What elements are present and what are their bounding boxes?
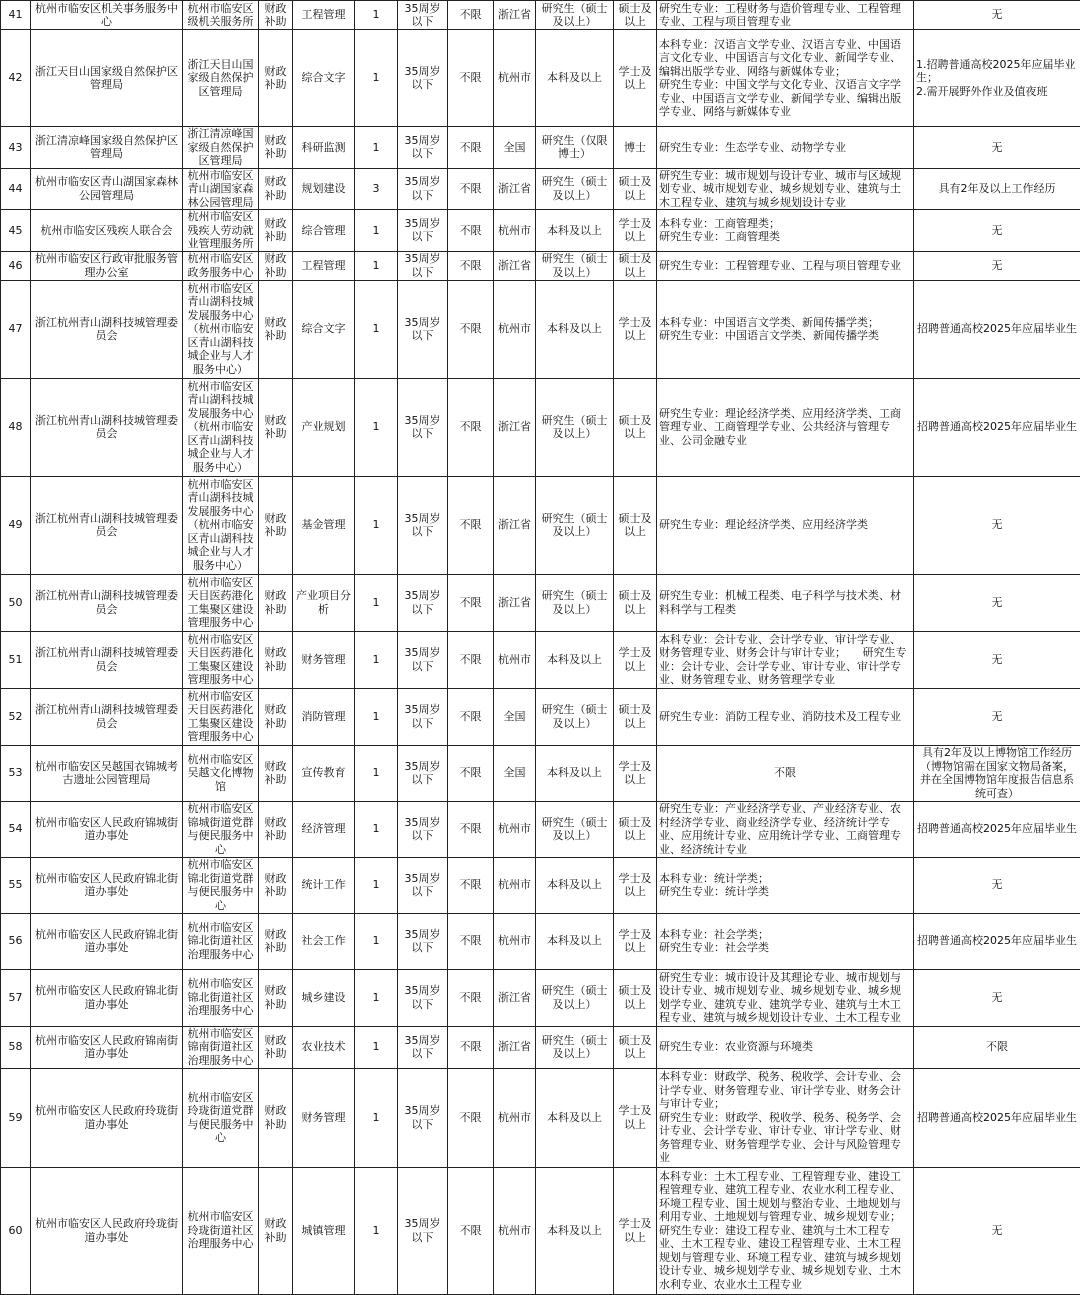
education-requirement-cell: 研究生（硕士及以上） — [536, 378, 614, 476]
remark-cell: 招聘普通高校2025年应届毕业生 — [914, 913, 1080, 969]
row-number: 58 — [1, 1026, 31, 1068]
funding-type-cell: 财政补助 — [259, 168, 293, 210]
domicile-requirement-cell: 浙江省 — [494, 476, 536, 574]
hiring-unit-cell: 杭州市临安区锦南街道社区治理服务中心 — [183, 1026, 259, 1068]
department-cell: 浙江杭州青山湖科技城管理委员会 — [31, 688, 183, 745]
remark-cell: 不限 — [914, 1026, 1080, 1068]
degree-requirement-cell: 学士及以上 — [614, 913, 657, 969]
table-row — [1, 574, 1080, 631]
degree-requirement-cell: 学士及以上 — [614, 745, 657, 801]
funding-type-cell: 财政补助 — [259, 857, 293, 913]
domicile-requirement-cell: 浙江省 — [494, 969, 536, 1026]
department-cell: 杭州市临安区人民政府锦北街道办事处 — [31, 913, 183, 969]
table-row — [1, 745, 1080, 801]
funding-type-cell: 财政补助 — [259, 1026, 293, 1068]
table-row — [1, 801, 1080, 857]
headcount-cell: 1 — [355, 688, 398, 745]
major-requirement-cell: 本科专业：财政学、税务、税收学、会计专业、会计学专业、财务管理专业、审计学专业、财务会计与审计专业； 研究生专业：财政学、税收学、税务、税务学、会计专业、会计学专业、审计专业、审计学专业、财务管理专业、财务管理学专业、会计与风险管理专业 — [657, 1068, 914, 1167]
major-requirement-cell: 本科专业：统计学类； 研究生专业：统计学类 — [657, 857, 914, 913]
major-requirement-cell: 研究生专业：城市设计及其理论专业、城市规划与设计专业、城市规划专业、城乡规划专业、城乡规划学专业、建筑专业、建筑学专业、建筑与土木工程专业、建筑与城乡规划设计专业、土木工程专业 — [657, 969, 914, 1026]
age-requirement-cell: 35周岁以下 — [398, 251, 448, 280]
domicile-requirement-cell: 浙江省 — [494, 168, 536, 210]
position-name-cell: 财务管理 — [293, 631, 355, 688]
domicile-requirement-cell: 浙江省 — [494, 574, 536, 631]
department-cell: 浙江杭州青山湖科技城管理委员会 — [31, 476, 183, 574]
domicile-requirement-cell: 浙江省 — [494, 1026, 536, 1068]
department-cell: 杭州市临安区人民政府锦北街道办事处 — [31, 857, 183, 913]
remark-cell: 无 — [914, 574, 1080, 631]
hiring-unit-cell: 杭州市临安区级机关服务所 — [183, 1, 259, 30]
position-name-cell: 农业技术 — [293, 1026, 355, 1068]
major-requirement-cell: 本科专业：土木工程专业、工程管理专业、建设工程管理专业、建筑工程专业、农业水利工程专业、环境工程专业、国土规划与整治专业、土地规划与利用专业、土地规划与管理专业、城乡规划专业； 研究生专业：建设工程专业、建筑与土木工程专业、土木工程专业、建设工程管理专业、土木工程规划与管理专业、环境工程专业、建筑与城乡规划设计专业、城乡规划学专业、城乡规划专业、土木水利专业、农业水土工程专业 — [657, 1167, 914, 1294]
degree-requirement-cell: 学士及以上 — [614, 1068, 657, 1167]
hiring-unit-cell: 杭州市临安区天目医药港化工集聚区建设管理服务中心 — [183, 688, 259, 745]
age-requirement-cell: 35周岁以下 — [398, 30, 448, 127]
position-name-cell: 科研监测 — [293, 127, 355, 169]
row-number: 60 — [1, 1167, 31, 1294]
table-row — [1, 913, 1080, 969]
age-requirement-cell: 35周岁以下 — [398, 1167, 448, 1294]
age-requirement-cell: 35周岁以下 — [398, 378, 448, 476]
hiring-unit-cell: 杭州市临安区锦北街道党群与便民服务中心 — [183, 857, 259, 913]
funding-type-cell: 财政补助 — [259, 127, 293, 169]
headcount-cell: 1 — [355, 574, 398, 631]
education-requirement-cell: 本科及以上 — [536, 1068, 614, 1167]
remark-cell: 无 — [914, 127, 1080, 169]
major-requirement-cell: 研究生专业：农业资源与环境类 — [657, 1026, 914, 1068]
table-row — [1, 1167, 1080, 1294]
degree-requirement-cell: 硕士及以上 — [614, 969, 657, 1026]
row-number: 46 — [1, 251, 31, 280]
table-row — [1, 127, 1080, 169]
row-number: 44 — [1, 168, 31, 210]
domicile-requirement-cell: 全国 — [494, 745, 536, 801]
remark-cell: 无 — [914, 1, 1080, 30]
department-cell: 浙江清凉峰国家级自然保护区管理局 — [31, 127, 183, 169]
hiring-unit-cell: 浙江天目山国家级自然保护区管理局 — [183, 30, 259, 127]
domicile-requirement-cell: 杭州市 — [494, 1068, 536, 1167]
degree-requirement-cell: 硕士及以上 — [614, 168, 657, 210]
headcount-cell: 3 — [355, 168, 398, 210]
row-number: 41 — [1, 1, 31, 30]
major-requirement-cell: 研究生专业：消防工程专业、消防技术及工程专业 — [657, 688, 914, 745]
hiring-unit-cell: 杭州市临安区玲珑街道社区治理服务中心 — [183, 1167, 259, 1294]
department-cell: 浙江杭州青山湖科技城管理委员会 — [31, 574, 183, 631]
education-requirement-cell: 本科及以上 — [536, 1167, 614, 1294]
degree-requirement-cell: 博士 — [614, 127, 657, 169]
degree-requirement-cell: 学士及以上 — [614, 857, 657, 913]
domicile-requirement-cell: 杭州市 — [494, 913, 536, 969]
gender-requirement-cell: 不限 — [448, 913, 494, 969]
education-requirement-cell: 本科及以上 — [536, 857, 614, 913]
funding-type-cell: 财政补助 — [259, 210, 293, 252]
age-requirement-cell: 35周岁以下 — [398, 631, 448, 688]
hiring-unit-cell: 杭州市临安区玲珑街道党群与便民服务中心 — [183, 1068, 259, 1167]
department-cell: 杭州市临安区行政审批服务管理办公室 — [31, 251, 183, 280]
department-cell: 杭州市临安区人民政府锦南街道办事处 — [31, 1026, 183, 1068]
funding-type-cell: 财政补助 — [259, 30, 293, 127]
table-row — [1, 688, 1080, 745]
education-requirement-cell: 研究生（硕士及以上） — [536, 251, 614, 280]
headcount-cell: 1 — [355, 913, 398, 969]
headcount-cell: 1 — [355, 1167, 398, 1294]
headcount-cell: 1 — [355, 476, 398, 574]
gender-requirement-cell: 不限 — [448, 280, 494, 378]
major-requirement-cell: 本科专业：工商管理类； 研究生专业：工商管理类 — [657, 210, 914, 252]
department-cell: 浙江杭州青山湖科技城管理委员会 — [31, 378, 183, 476]
position-name-cell: 城镇管理 — [293, 1167, 355, 1294]
remark-cell: 无 — [914, 476, 1080, 574]
gender-requirement-cell: 不限 — [448, 210, 494, 252]
table-row — [1, 1, 1080, 30]
age-requirement-cell: 35周岁以下 — [398, 745, 448, 801]
domicile-requirement-cell: 浙江省 — [494, 1, 536, 30]
education-requirement-cell: 研究生（硕士及以上） — [536, 688, 614, 745]
headcount-cell: 1 — [355, 280, 398, 378]
gender-requirement-cell: 不限 — [448, 1, 494, 30]
funding-type-cell: 财政补助 — [259, 631, 293, 688]
row-number: 43 — [1, 127, 31, 169]
table-row — [1, 631, 1080, 688]
education-requirement-cell: 研究生（硕士及以上） — [536, 1026, 614, 1068]
degree-requirement-cell: 硕士及以上 — [614, 801, 657, 857]
position-name-cell: 工程管理 — [293, 251, 355, 280]
funding-type-cell: 财政补助 — [259, 688, 293, 745]
education-requirement-cell: 本科及以上 — [536, 745, 614, 801]
domicile-requirement-cell: 浙江省 — [494, 378, 536, 476]
department-cell: 浙江杭州青山湖科技城管理委员会 — [31, 280, 183, 378]
gender-requirement-cell: 不限 — [448, 969, 494, 1026]
degree-requirement-cell: 学士及以上 — [614, 280, 657, 378]
position-name-cell: 统计工作 — [293, 857, 355, 913]
position-name-cell: 基金管理 — [293, 476, 355, 574]
age-requirement-cell: 35周岁以下 — [398, 280, 448, 378]
major-requirement-cell: 研究生专业：理论经济学类、应用经济学类、工商管理专业、工商管理学专业、公共经济与管理专业、公司金融专业 — [657, 378, 914, 476]
major-requirement-cell: 研究生专业：机械工程类、电子科学与技术类、材料科学与工程类 — [657, 574, 914, 631]
table-row — [1, 969, 1080, 1026]
department-cell: 杭州市临安区机关事务服务中心 — [31, 1, 183, 30]
gender-requirement-cell: 不限 — [448, 745, 494, 801]
domicile-requirement-cell: 杭州市 — [494, 1167, 536, 1294]
age-requirement-cell: 35周岁以下 — [398, 688, 448, 745]
position-name-cell: 经济管理 — [293, 801, 355, 857]
domicile-requirement-cell: 杭州市 — [494, 30, 536, 127]
education-requirement-cell: 本科及以上 — [536, 631, 614, 688]
age-requirement-cell: 35周岁以下 — [398, 1068, 448, 1167]
row-number: 55 — [1, 857, 31, 913]
position-name-cell: 产业规划 — [293, 378, 355, 476]
degree-requirement-cell: 硕士及以上 — [614, 251, 657, 280]
age-requirement-cell: 35周岁以下 — [398, 857, 448, 913]
headcount-cell: 1 — [355, 1, 398, 30]
gender-requirement-cell: 不限 — [448, 30, 494, 127]
domicile-requirement-cell: 杭州市 — [494, 210, 536, 252]
headcount-cell: 1 — [355, 30, 398, 127]
major-requirement-cell: 研究生专业：工程财务与造价管理专业、工程管理专业、工程与项目管理专业 — [657, 1, 914, 30]
table-body — [1, 1, 1080, 1295]
position-name-cell: 财务管理 — [293, 1068, 355, 1167]
major-requirement-cell: 研究生专业：工程管理专业、工程与项目管理专业 — [657, 251, 914, 280]
remark-cell: 无 — [914, 969, 1080, 1026]
age-requirement-cell: 35周岁以下 — [398, 574, 448, 631]
domicile-requirement-cell: 全国 — [494, 127, 536, 169]
position-name-cell: 规划建设 — [293, 168, 355, 210]
row-number: 57 — [1, 969, 31, 1026]
education-requirement-cell: 本科及以上 — [536, 280, 614, 378]
headcount-cell: 1 — [355, 745, 398, 801]
age-requirement-cell: 35周岁以下 — [398, 127, 448, 169]
age-requirement-cell: 35周岁以下 — [398, 913, 448, 969]
major-requirement-cell: 不限 — [657, 745, 914, 801]
headcount-cell: 1 — [355, 969, 398, 1026]
major-requirement-cell: 本科专业：社会学类； 研究生专业：社会学类 — [657, 913, 914, 969]
hiring-unit-cell: 杭州市临安区天目医药港化工集聚区建设管理服务中心 — [183, 631, 259, 688]
education-requirement-cell: 研究生（硕士及以上） — [536, 168, 614, 210]
funding-type-cell: 财政补助 — [259, 745, 293, 801]
table-row — [1, 857, 1080, 913]
hiring-unit-cell: 杭州市临安区青山湖科技城发展服务中心（杭州市临安区青山湖科技城企业与人才服务中心） — [183, 476, 259, 574]
funding-type-cell: 财政补助 — [259, 280, 293, 378]
degree-requirement-cell: 学士及以上 — [614, 1167, 657, 1294]
domicile-requirement-cell: 杭州市 — [494, 857, 536, 913]
degree-requirement-cell: 硕士及以上 — [614, 1, 657, 30]
department-cell: 杭州市临安区吴越国衣锦城考古遗址公园管理局 — [31, 745, 183, 801]
age-requirement-cell: 35周岁以下 — [398, 476, 448, 574]
table-row — [1, 210, 1080, 252]
hiring-unit-cell: 杭州市临安区残疾人劳动就业管理服务所 — [183, 210, 259, 252]
funding-type-cell: 财政补助 — [259, 1167, 293, 1294]
position-name-cell: 工程管理 — [293, 1, 355, 30]
hiring-unit-cell: 杭州市临安区吴越文化博物馆 — [183, 745, 259, 801]
age-requirement-cell: 35周岁以下 — [398, 168, 448, 210]
hiring-unit-cell: 杭州市临安区青山湖科技城发展服务中心（杭州市临安区青山湖科技城企业与人才服务中心） — [183, 378, 259, 476]
department-cell: 杭州市临安区人民政府锦城街道办事处 — [31, 801, 183, 857]
department-cell: 杭州市临安区青山湖国家森林公园管理局 — [31, 168, 183, 210]
funding-type-cell: 财政补助 — [259, 574, 293, 631]
gender-requirement-cell: 不限 — [448, 1026, 494, 1068]
major-requirement-cell: 研究生专业：生态学专业、动物学专业 — [657, 127, 914, 169]
remark-cell: 无 — [914, 1167, 1080, 1294]
department-cell: 杭州市临安区人民政府玲珑街道办事处 — [31, 1167, 183, 1294]
position-name-cell: 综合文字 — [293, 280, 355, 378]
position-name-cell: 社会工作 — [293, 913, 355, 969]
degree-requirement-cell: 硕士及以上 — [614, 378, 657, 476]
row-number: 51 — [1, 631, 31, 688]
degree-requirement-cell: 硕士及以上 — [614, 688, 657, 745]
gender-requirement-cell: 不限 — [448, 688, 494, 745]
funding-type-cell: 财政补助 — [259, 801, 293, 857]
funding-type-cell: 财政补助 — [259, 1, 293, 30]
row-number: 47 — [1, 280, 31, 378]
age-requirement-cell: 35周岁以下 — [398, 969, 448, 1026]
education-requirement-cell: 研究生（硕士及以上） — [536, 801, 614, 857]
remark-cell: 具有2年及以上博物馆工作经历（博物馆需在国家文物局备案，并在全国博物馆年度报告信息系统可查） — [914, 745, 1080, 801]
degree-requirement-cell: 硕士及以上 — [614, 476, 657, 574]
hiring-unit-cell: 杭州市临安区青山湖科技城发展服务中心（杭州市临安区青山湖科技城企业与人才服务中心） — [183, 280, 259, 378]
funding-type-cell: 财政补助 — [259, 1068, 293, 1167]
hiring-unit-cell: 杭州市临安区天目医药港化工集聚区建设管理服务中心 — [183, 574, 259, 631]
funding-type-cell: 财政补助 — [259, 378, 293, 476]
age-requirement-cell: 35周岁以下 — [398, 1, 448, 30]
hiring-unit-cell: 杭州市临安区政务服务中心 — [183, 251, 259, 280]
gender-requirement-cell: 不限 — [448, 127, 494, 169]
gender-requirement-cell: 不限 — [448, 476, 494, 574]
remark-cell: 1.招聘普通高校2025年应届毕业生； 2.需开展野外作业及值夜班 — [914, 30, 1080, 127]
age-requirement-cell: 35周岁以下 — [398, 1026, 448, 1068]
position-name-cell: 综合管理 — [293, 210, 355, 252]
funding-type-cell: 财政补助 — [259, 969, 293, 1026]
headcount-cell: 1 — [355, 210, 398, 252]
education-requirement-cell: 研究生（硕士及以上） — [536, 1, 614, 30]
funding-type-cell: 财政补助 — [259, 251, 293, 280]
table-row — [1, 30, 1080, 127]
gender-requirement-cell: 不限 — [448, 251, 494, 280]
position-name-cell: 消防管理 — [293, 688, 355, 745]
table-row — [1, 1026, 1080, 1068]
row-number: 50 — [1, 574, 31, 631]
domicile-requirement-cell: 全国 — [494, 688, 536, 745]
hiring-unit-cell: 浙江清凉峰国家级自然保护区管理局 — [183, 127, 259, 169]
position-name-cell: 产业项目分析 — [293, 574, 355, 631]
hiring-unit-cell: 杭州市临安区锦城街道党群与便民服务中心 — [183, 801, 259, 857]
remark-cell: 招聘普通高校2025年应届毕业生 — [914, 280, 1080, 378]
headcount-cell: 1 — [355, 378, 398, 476]
headcount-cell: 1 — [355, 857, 398, 913]
row-number: 56 — [1, 913, 31, 969]
age-requirement-cell: 35周岁以下 — [398, 210, 448, 252]
major-requirement-cell: 研究生专业：城市规划与设计专业、城市与区域规划专业、城市规划专业、城乡规划专业、建筑与土木工程专业、建筑与城乡规划设计专业 — [657, 168, 914, 210]
domicile-requirement-cell: 杭州市 — [494, 801, 536, 857]
major-requirement-cell: 本科专业：中国语言文学类、新闻传播学类； 研究生专业：中国语言文学类、新闻传播学类 — [657, 280, 914, 378]
education-requirement-cell: 研究生（仅限博士） — [536, 127, 614, 169]
gender-requirement-cell: 不限 — [448, 631, 494, 688]
headcount-cell: 1 — [355, 631, 398, 688]
gender-requirement-cell: 不限 — [448, 378, 494, 476]
table-row — [1, 168, 1080, 210]
education-requirement-cell: 本科及以上 — [536, 210, 614, 252]
headcount-cell: 1 — [355, 127, 398, 169]
gender-requirement-cell: 不限 — [448, 857, 494, 913]
row-number: 49 — [1, 476, 31, 574]
hiring-unit-cell: 杭州市临安区锦北街道社区治理服务中心 — [183, 913, 259, 969]
table-row — [1, 280, 1080, 378]
department-cell: 浙江杭州青山湖科技城管理委员会 — [31, 631, 183, 688]
headcount-cell: 1 — [355, 801, 398, 857]
row-number: 59 — [1, 1068, 31, 1167]
department-cell: 浙江天目山国家级自然保护区管理局 — [31, 30, 183, 127]
row-number: 45 — [1, 210, 31, 252]
education-requirement-cell: 研究生（硕士及以上） — [536, 476, 614, 574]
remark-cell: 无 — [914, 631, 1080, 688]
row-number: 52 — [1, 688, 31, 745]
remark-cell: 无 — [914, 210, 1080, 252]
degree-requirement-cell: 硕士及以上 — [614, 1026, 657, 1068]
gender-requirement-cell: 不限 — [448, 574, 494, 631]
education-requirement-cell: 研究生（硕士及以上） — [536, 574, 614, 631]
position-name-cell: 宣传教育 — [293, 745, 355, 801]
position-name-cell: 城乡建设 — [293, 969, 355, 1026]
table-row — [1, 251, 1080, 280]
gender-requirement-cell: 不限 — [448, 1068, 494, 1167]
department-cell: 杭州市临安区人民政府玲珑街道办事处 — [31, 1068, 183, 1167]
gender-requirement-cell: 不限 — [448, 168, 494, 210]
remark-cell: 招聘普通高校2025年应届毕业生 — [914, 801, 1080, 857]
remark-cell: 无 — [914, 857, 1080, 913]
remark-cell: 无 — [914, 688, 1080, 745]
education-requirement-cell: 本科及以上 — [536, 913, 614, 969]
education-requirement-cell: 研究生（硕士及以上） — [536, 969, 614, 1026]
department-cell: 杭州市临安区人民政府锦北街道办事处 — [31, 969, 183, 1026]
major-requirement-cell: 研究生专业：产业经济学专业、产业经济专业、农村经济学专业、商业经济学专业、经济统计学专业、应用统计专业、应用统计学专业、工商管理专业、经济统计专业 — [657, 801, 914, 857]
gender-requirement-cell: 不限 — [448, 801, 494, 857]
table-row — [1, 1068, 1080, 1167]
degree-requirement-cell: 学士及以上 — [614, 210, 657, 252]
hiring-unit-cell: 杭州市临安区青山湖国家森林公园管理局 — [183, 168, 259, 210]
remark-cell: 无 — [914, 251, 1080, 280]
funding-type-cell: 财政补助 — [259, 476, 293, 574]
table-row — [1, 476, 1080, 574]
funding-type-cell: 财政补助 — [259, 913, 293, 969]
headcount-cell: 1 — [355, 251, 398, 280]
domicile-requirement-cell: 杭州市 — [494, 631, 536, 688]
domicile-requirement-cell: 浙江省 — [494, 251, 536, 280]
degree-requirement-cell: 学士及以上 — [614, 30, 657, 127]
headcount-cell: 1 — [355, 1026, 398, 1068]
degree-requirement-cell: 硕士及以上 — [614, 574, 657, 631]
row-number: 48 — [1, 378, 31, 476]
row-number: 53 — [1, 745, 31, 801]
gender-requirement-cell: 不限 — [448, 1167, 494, 1294]
age-requirement-cell: 35周岁以下 — [398, 801, 448, 857]
remark-cell: 具有2年及以上工作经历 — [914, 168, 1080, 210]
major-requirement-cell: 本科专业：汉语言文学专业、汉语言专业、中国语言文化专业、中国语言与文化专业、新闻学专业、编辑出版学专业、网络与新媒体专业； 研究生专业：中国文学与文化专业、汉语言文字学专业、中国语言文学专业、新闻学专业、编辑出版学专业、网络与新媒体专业 — [657, 30, 914, 127]
remark-cell: 招聘普通高校2025年应届毕业生 — [914, 1068, 1080, 1167]
row-number: 54 — [1, 801, 31, 857]
headcount-cell: 1 — [355, 1068, 398, 1167]
education-requirement-cell: 本科及以上 — [536, 30, 614, 127]
major-requirement-cell: 研究生专业：理论经济学类、应用经济学类 — [657, 476, 914, 574]
department-cell: 杭州市临安区残疾人联合会 — [31, 210, 183, 252]
position-name-cell: 综合文字 — [293, 30, 355, 127]
domicile-requirement-cell: 杭州市 — [494, 280, 536, 378]
row-number: 42 — [1, 30, 31, 127]
major-requirement-cell: 本科专业：会计专业、会计学专业、审计学专业、财务管理专业、财务会计与审计专业； 研究生专业：会计专业、会计学专业、审计专业、审计学专业、财务管理专业、财务管理学专业 — [657, 631, 914, 688]
hiring-unit-cell: 杭州市临安区锦北街道社区治理服务中心 — [183, 969, 259, 1026]
degree-requirement-cell: 学士及以上 — [614, 631, 657, 688]
table-row — [1, 378, 1080, 476]
remark-cell: 招聘普通高校2025年应届毕业生 — [914, 378, 1080, 476]
